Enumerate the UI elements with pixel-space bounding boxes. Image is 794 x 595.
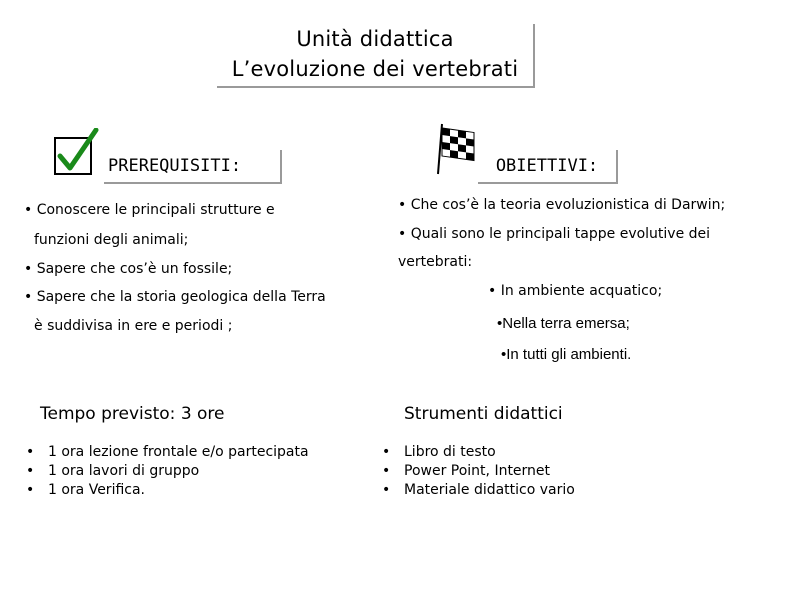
prerequisiti-line: • Sapere che cos’è un fossile;	[24, 261, 233, 277]
obiettivi-line: •In tutti gli ambienti.	[501, 346, 632, 363]
obiettivi-line: • Che cos’è la teoria evoluzionistica di Darwin;	[398, 197, 726, 213]
title-line-1: Unità didattica	[296, 27, 454, 51]
list-item: • Power Point, Internet	[382, 463, 551, 479]
prerequisiti-line: • Sapere che la storia geologica della Terra	[24, 289, 326, 305]
list-item: • 1 ora Verifica.	[26, 482, 146, 498]
tempo-header: Tempo previsto: 3 ore	[40, 404, 225, 424]
obiettivi-line: vertebrati:	[398, 254, 473, 270]
prerequisiti-line: è suddivisa in ere e periodi ;	[34, 318, 233, 334]
obiettivi-header: OBIETTIVI:	[478, 150, 618, 184]
strumenti-header: Strumenti didattici	[404, 404, 563, 424]
strumenti-list	[382, 443, 575, 500]
list-item: • 1 ora lezione frontale e/o partecipata	[26, 444, 309, 460]
prerequisiti-header: PREREQUISITI:	[104, 150, 282, 184]
list-item: • 1 ora lavori di gruppo	[26, 463, 200, 479]
title-line-2: L’evoluzione dei vertebrati	[231, 57, 519, 81]
title-box	[217, 24, 535, 88]
checkered-flag-icon	[432, 120, 478, 176]
list-item: • Materiale didattico vario	[382, 482, 575, 498]
list-item: • Libro di testo	[382, 444, 496, 460]
checkbox-checked-icon	[52, 128, 100, 178]
obiettivi-line: • Quali sono le principali tappe evolutive dei	[398, 226, 711, 242]
obiettivi-line: •Nella terra emersa;	[497, 315, 630, 332]
tempo-list	[26, 443, 309, 500]
prerequisiti-line: • Conoscere le principali strutture e	[24, 202, 275, 218]
prerequisiti-line: funzioni degli animali;	[34, 232, 189, 248]
obiettivi-line: • In ambiente acquatico;	[488, 283, 663, 299]
